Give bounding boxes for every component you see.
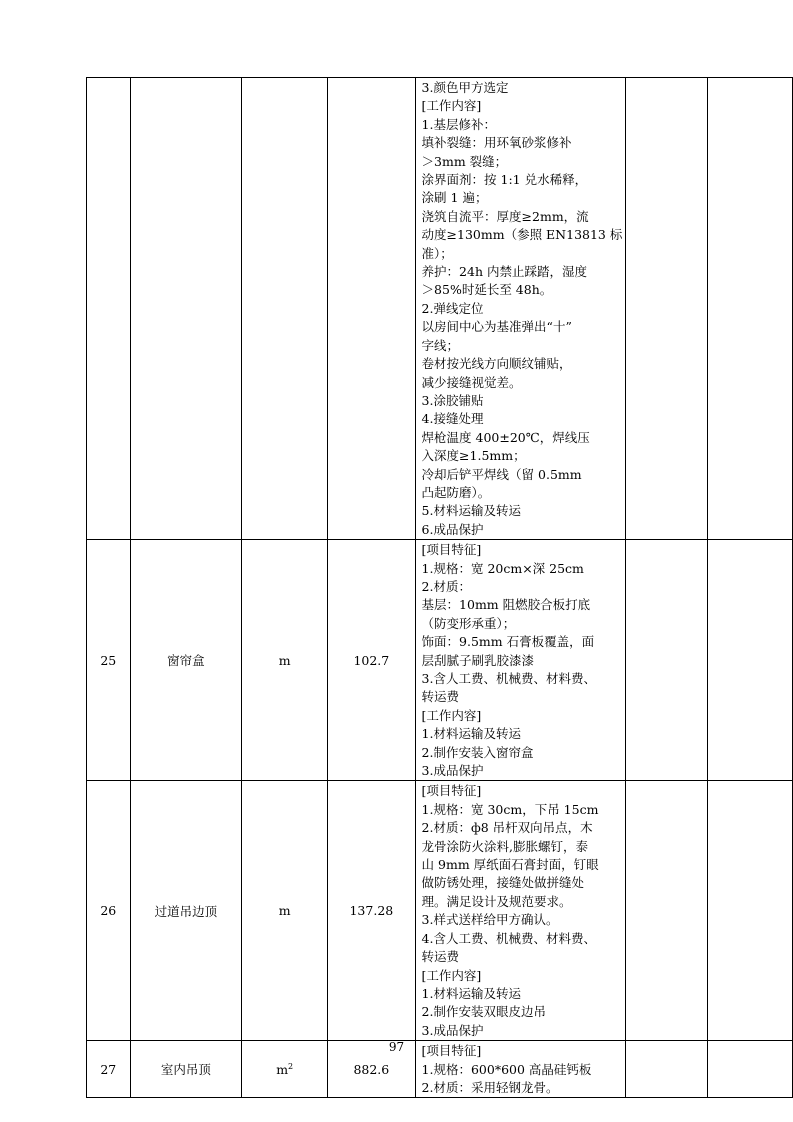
description-line: 理。满足设计及规范要求。 xyxy=(421,893,572,909)
description-line: 龙骨涂防火涂料,膨胀螺钉，泰 xyxy=(421,838,589,854)
description-line: 填补裂缝：用环氧砂浆修补 xyxy=(421,135,572,151)
description-line: ＞85%时延长至 48h。 xyxy=(421,282,553,298)
description-line: （防变形承重）； xyxy=(421,615,516,631)
quantity-cell xyxy=(328,78,415,540)
description-line: 减少接缝视觉差。 xyxy=(421,374,522,390)
description-line: 2.弹线定位 xyxy=(421,300,484,316)
total-price-cell xyxy=(708,78,793,540)
quantity-cell: 137.28 xyxy=(328,781,415,1041)
description-line: 饰面：9.5mm 石膏板覆盖，面 xyxy=(421,634,595,650)
description-line: 1.规格：600*600 高晶硅钙板 xyxy=(421,1061,592,1077)
description-line: 浇筑自流平：厚度≥2mm，流 xyxy=(421,208,589,224)
description-line: 3.涂胶铺贴 xyxy=(421,392,484,408)
quantity-cell: 102.7 xyxy=(328,540,415,781)
description-line: [项目特征] xyxy=(421,783,482,799)
description-line: 字线； xyxy=(421,337,460,353)
description-line: 层刮腻子刷乳胶漆漆 xyxy=(421,652,535,668)
description-line: 2.材质：采用轻钢龙骨。 xyxy=(421,1079,559,1095)
quantity-cell: 882.6 xyxy=(328,1041,415,1098)
table-body xyxy=(87,78,793,1098)
description-line: 2.材质：ф8 吊杆双向吊点，木 xyxy=(421,820,593,836)
description-line: 卷材按光线方向顺纹铺贴， xyxy=(421,356,572,372)
description-line: 2.制作安装入窗帘盒 xyxy=(421,744,534,760)
table-row xyxy=(87,78,793,540)
item-name-cell xyxy=(130,78,242,540)
description-line: 养护：24h 内禁止踩踏，湿度 xyxy=(421,264,587,280)
item-number-cell: 25 xyxy=(87,540,131,781)
description-line: 1.规格：宽 20cm×深 25cm xyxy=(421,560,584,576)
description-line: 6.成品保护 xyxy=(421,521,484,537)
description-line: 基层：10mm 阻燃胶合板打底 xyxy=(421,597,591,613)
table-row xyxy=(87,540,793,781)
description-line: 1.材料运输及转运 xyxy=(421,985,521,1001)
description-line: 3.含人工费、机械费、材料费、 xyxy=(421,671,596,686)
description-line: 5.材料运输及转运 xyxy=(421,503,521,519)
description-line: 转运费 xyxy=(421,689,460,705)
description-line: 入深度≥1.5mm； xyxy=(421,448,526,464)
description-line: [工作内容] xyxy=(421,967,482,983)
description-line: 冷却后铲平焊线（留 0.5mm xyxy=(421,466,582,482)
unit-cell xyxy=(242,78,328,540)
unit-text: m xyxy=(278,652,291,668)
description-line: [项目特征] xyxy=(421,1043,482,1059)
description-line: 3.成品保护 xyxy=(421,1022,484,1038)
item-number-cell: 26 xyxy=(87,781,131,1041)
total-price-cell xyxy=(708,781,793,1041)
item-name-cell: 室内吊顶 xyxy=(130,1041,242,1098)
description-line: 3.成品保护 xyxy=(421,763,484,779)
item-name-cell: 过道吊边顶 xyxy=(130,781,242,1041)
description-cell xyxy=(415,781,626,1041)
item-number-cell: 27 xyxy=(87,1041,131,1098)
description-line: 涂界面剂：按 1:1 兑水稀释， xyxy=(421,172,588,188)
unit-price-cell xyxy=(626,540,708,781)
unit-superscript: 2 xyxy=(288,1061,294,1071)
description-cell xyxy=(415,78,626,540)
unit-cell xyxy=(242,540,328,781)
description-line: ＞3mm 裂缝； xyxy=(421,153,508,169)
description-line: 山 9mm 厚纸面石膏封面，钉眼 xyxy=(421,857,599,873)
description-line: 涂刷 1 遍； xyxy=(421,190,488,206)
description-line: 1.规格：宽 30cm，下吊 15cm xyxy=(421,801,599,817)
description-line: 1.基层修补： xyxy=(421,116,496,132)
description-line: 以房间中心为基准弹出“十” xyxy=(421,319,572,335)
description-line: [工作内容] xyxy=(421,707,482,723)
description-line: 3.颜色甲方选定 xyxy=(421,80,509,95)
description-line: 准）； xyxy=(421,245,453,261)
description-line: 做防锈处理，接缝处做拼缝处 xyxy=(421,875,585,891)
unit-text: m xyxy=(278,903,291,919)
description-line: 转运费 xyxy=(421,949,460,965)
bill-of-quantities-table xyxy=(86,77,793,1098)
description-line: 4.接缝处理 xyxy=(421,411,484,427)
unit-cell xyxy=(242,781,328,1041)
unit-price-cell xyxy=(626,78,708,540)
description-cell xyxy=(415,540,626,781)
description-line: 3.样式送样给甲方确认。 xyxy=(421,912,559,928)
description-line: [工作内容] xyxy=(421,98,482,114)
unit-price-cell xyxy=(626,781,708,1041)
item-number-cell xyxy=(87,78,131,540)
item-name-cell: 窗帘盒 xyxy=(130,540,242,781)
total-price-cell xyxy=(708,540,793,781)
description-line: 1.材料运输及转运 xyxy=(421,726,521,742)
description-line: [项目特征] xyxy=(421,542,482,558)
table-row xyxy=(87,781,793,1041)
unit-text: m xyxy=(276,1061,289,1077)
description-line: 焊枪温度 400±20℃，焊线压 xyxy=(421,429,590,445)
description-line: 4.含人工费、机械费、材料费、 xyxy=(421,930,596,946)
description-line: 2.制作安装双眼皮边吊 xyxy=(421,1004,546,1020)
page-number: 97 xyxy=(388,1040,405,1054)
description-line: 2.材质： xyxy=(421,578,471,594)
description-line: 动度≥130mm（参照 EN13813 标 xyxy=(421,227,623,243)
description-line: 凸起防磨）。 xyxy=(421,484,491,500)
